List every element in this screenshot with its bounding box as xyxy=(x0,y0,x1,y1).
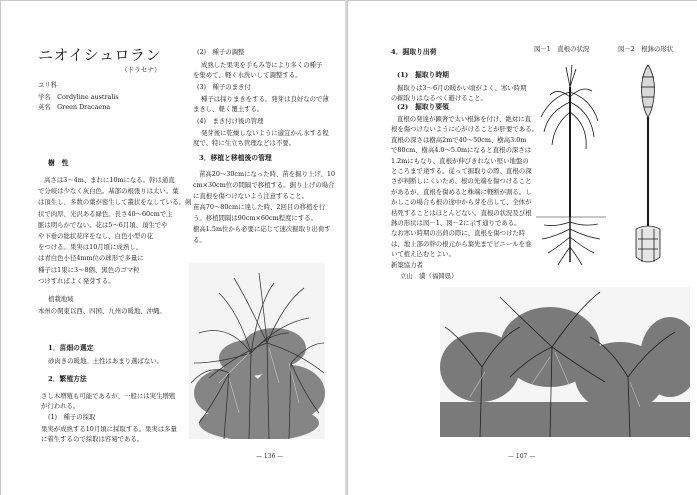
sub2-lines-line: 鉢の形状は図－1、図－2に示す通りである。 xyxy=(391,219,521,227)
left-page xyxy=(0,0,347,495)
sub-1-line-2: に着生するので採取は容易である。 xyxy=(41,435,144,443)
sub2-lines-line: は、地上部の幹の根元から葉先までビニールを巻 xyxy=(391,239,532,248)
sub2-lines-line: で80cm、樹高4.0～5.0mになると直根の深さは xyxy=(391,146,532,155)
section-1-text: 砂肉きの暖地。土性はあまり選ばない。 xyxy=(48,357,164,365)
sub-3-heading: (3) 種子のまき付 xyxy=(197,83,251,91)
sub2-lines-line: なお寒い時期の出荷の際に、直根を傷つけた時 xyxy=(391,229,526,238)
section-3-heading: 3．移植と移植後の管理 xyxy=(199,154,272,162)
jusei-lines-line: 状で肉厚、光沢ある緑色。長さ40～60cmで主 xyxy=(38,209,173,218)
author-name: 立山 満（福岡県） xyxy=(400,272,458,280)
sub2-lines-line: 1.2mにもなり、直根が伸びきれない堅い地盤の xyxy=(391,156,529,165)
sub-2-line-1: 成熟した果実を手もみ等により多くの種子 xyxy=(201,61,323,69)
sub2-lines-line: かしこの場合も根の途中から芽を出して、全体が xyxy=(391,198,532,207)
sub-1-right-line-1: 掘取りは3～6月の暖かい頃がよく、寒い時期 xyxy=(397,84,527,92)
sec3-lines-line: 苗高70～80cmに達した時、2回目の移植を行 xyxy=(193,203,326,211)
sub-1-heading: (1) 種子の採取 xyxy=(48,413,96,421)
sec3-lines-line: 樹高1.5m位から必要に応じて速次掘取り出荷す xyxy=(193,225,331,233)
cordyline-photo xyxy=(189,263,325,439)
jusei-lines-line: や下垂の総状花序をなし、白色小型の花 xyxy=(38,232,154,240)
page-number-right: — 107 — xyxy=(508,453,536,460)
english-name: 英名 Green Dracaena xyxy=(38,103,111,111)
sub2-lines-line: があるが、直根を傷めると株端に軽断が割る。し xyxy=(391,187,532,196)
jusei-lines-line: 種子は1果に3～8個、黒色のゴマ粒 xyxy=(38,265,140,274)
digging-photo xyxy=(440,287,690,437)
sub-4-line-2: 度で、特に生立ち管理などは不要。 xyxy=(193,139,296,147)
sub-2-heading-right: (2) 掘取り要領 xyxy=(397,103,449,111)
section-2-heading: 2．繁殖方法 xyxy=(48,375,87,383)
sub2-lines-line: 直根の発達が顕著で太い根鉢を付け、絶対に直 xyxy=(397,115,531,123)
species-title: ニオイシュロラン xyxy=(38,46,161,64)
sec3-lines-line: cm×30cm位の間隔で移植する。掘り上げの場合 xyxy=(193,181,335,189)
section-1-heading: 1．苗畑の選定 xyxy=(48,344,94,352)
jusei-lines-line: で分岐は少なく灰白色。基部の根張りは太い。葉 xyxy=(38,187,179,196)
section-jusei-heading: 樹 性 xyxy=(48,159,69,167)
sub-1-heading-right: (1) 掘取り時期 xyxy=(397,71,449,79)
sub-1-line-1: 果実が成熟する10月頃に採取する。果実は多量 xyxy=(41,425,177,433)
figure-1-drawing xyxy=(536,65,606,265)
section-2-line-1: さし木増殖も可能であるが、一般には実生増殖 xyxy=(41,392,176,400)
author-label: 新築協力者 xyxy=(391,261,423,269)
sub2-lines-line: 根を傷つけないように心がけることが肝要である。 xyxy=(391,125,538,134)
jusei-lines-line: つけすればよく発芽する。 xyxy=(38,276,115,285)
figure-1-caption: 図－1 直根の状況 xyxy=(534,45,590,53)
jusei-lines-line: は頂生し、多数の葉が密生して叢状をなしている。剣 xyxy=(38,198,192,207)
sub-4-heading: (4) まき付け後の管理 xyxy=(197,117,264,125)
right-page xyxy=(347,0,697,495)
cordyline-photo-graphic xyxy=(189,263,325,439)
jusei-lines-line: は青白色小径4mm位の球形で多量に xyxy=(38,254,144,263)
sec3-lines-line: 苗高20～30cmになった時、苗を掘り上げ、10 xyxy=(199,170,336,178)
sub-3-line-1: 種子は採りまきをする。発芽は良好なので薄 xyxy=(201,95,329,103)
sub-2-line-2: を集めて、軽く水洗いして調整する。 xyxy=(193,71,302,79)
sub-1-right-line-2: の掘取りはなるべく避けること。 xyxy=(391,94,487,102)
species-subtitle: （ドラセナ） xyxy=(121,66,161,74)
scientific-name: 学名 Cordyline australis xyxy=(38,93,119,101)
jusei-lines-line: 脈は明らかでない。花は5～6月頃、頂生でや xyxy=(38,220,168,229)
sub2-lines-line: いて植え込むとよい。 xyxy=(391,250,455,259)
sec3-lines-line: に直根を傷つけないよう注意すること。 xyxy=(193,192,309,200)
sub2-lines-line: さが判断しにくいため、根の先端を傷つけること xyxy=(391,177,532,186)
sub2-lines-line: ところまで達する。従って掘取りの際、直根の深 xyxy=(391,167,532,175)
digging-photo-graphic xyxy=(440,287,690,437)
section-4-heading: 4．掘取り出荷 xyxy=(391,48,437,56)
sec3-lines-line: る。 xyxy=(193,236,206,244)
section-2-line-2: が行われる。 xyxy=(41,402,80,410)
sub-3-line-2: まきし、軽く覆土する。 xyxy=(193,105,264,113)
chiiki-text: 本州の関東以西、四国、九州の暖地、沖縄。 xyxy=(38,307,166,315)
root-figures xyxy=(536,57,686,275)
jusei-lines-line: をつける。果実は10月頃に成熟し、 xyxy=(38,243,142,252)
sub-2-heading: (2) 種子の調整 xyxy=(197,48,245,56)
figure-2-caption: 図－2 根鉢の形状 xyxy=(618,45,674,53)
sub-4-line-1: 発芽後に乾燥しないように適宜かん水する程 xyxy=(201,129,329,137)
jusei-lines-line: 高さは3～4m、まれに10mになる。幹は通直 xyxy=(44,176,175,184)
section-chiiki-heading: 植栽地域 xyxy=(48,295,74,303)
family-label: ユリ科 xyxy=(38,81,58,89)
sub2-lines-line: 枯死することはほとんどない。直根の状況及び根 xyxy=(391,208,532,217)
page-number-left: — 136 — xyxy=(256,453,284,460)
sec3-lines-line: う。移植間隔は90cm×60cm程度にする。 xyxy=(193,214,317,222)
sub2-lines-line: 直根の深さは樹高2mで40～50cm、樹高3.0m xyxy=(391,135,527,144)
figure-2-drawing xyxy=(636,65,660,262)
